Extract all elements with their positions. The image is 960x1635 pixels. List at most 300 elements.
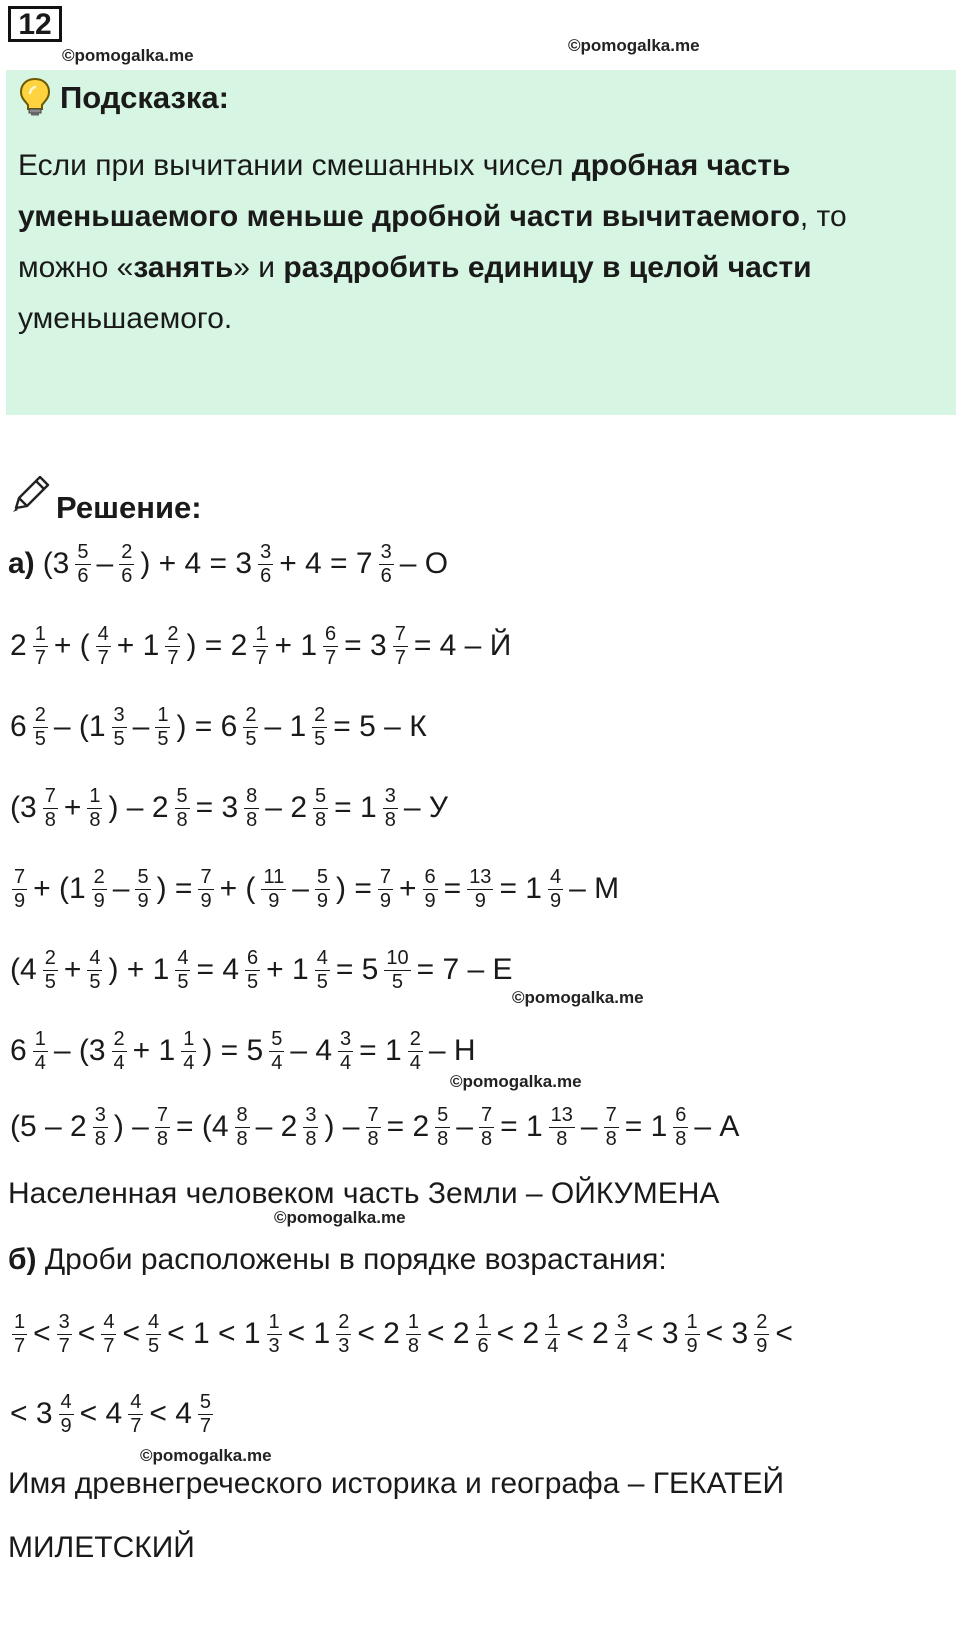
expr-text: (5 – 2: [10, 1110, 87, 1143]
fraction-denominator: 8: [89, 808, 101, 831]
fraction: [545, 1311, 560, 1358]
fraction-numerator: 2: [409, 1027, 421, 1050]
expr-text: – 4: [290, 1034, 333, 1067]
fraction-denominator: 7: [14, 1334, 26, 1357]
fraction-denominator: 7: [199, 1414, 212, 1437]
fraction: [258, 541, 273, 588]
fraction-numerator: 8: [246, 784, 258, 807]
fraction-denominator: 3: [268, 1334, 280, 1357]
fraction: [59, 1391, 74, 1438]
fraction-numerator: 4: [316, 946, 328, 969]
fraction: [243, 704, 258, 751]
fraction: [92, 866, 107, 913]
fraction-denominator: 4: [409, 1051, 421, 1074]
fraction-numerator: 5: [315, 784, 327, 807]
fraction-denominator: 5: [147, 1334, 160, 1357]
fraction-denominator: 6: [121, 564, 133, 587]
pencil-icon: [10, 474, 52, 519]
fraction: [96, 623, 111, 670]
fraction-denominator: 8: [44, 808, 56, 831]
fraction-denominator: 6: [77, 564, 89, 587]
fraction-denominator: 4: [113, 1051, 125, 1074]
fraction: [315, 866, 330, 913]
fraction-numerator: 6: [424, 865, 436, 888]
fraction-numerator: 5: [137, 865, 149, 888]
expr-text: < 3: [705, 1317, 749, 1350]
fraction-denominator: 8: [156, 1127, 168, 1150]
expr-text: + (: [53, 629, 90, 662]
expr-text: < 2: [426, 1317, 470, 1350]
expr-text: = 1: [334, 791, 377, 824]
fraction: [366, 1104, 381, 1151]
watermark: ©pomogalka.me: [274, 1208, 406, 1227]
fraction-numerator: 6: [247, 946, 259, 969]
fraction: [119, 541, 134, 588]
expr-text: + (1: [33, 872, 86, 905]
fraction-numerator: 10: [386, 946, 409, 969]
fraction-denominator: 5: [44, 970, 56, 993]
fraction-numerator: 4: [89, 946, 101, 969]
fraction-denominator: 9: [686, 1334, 698, 1357]
fraction-denominator: 4: [616, 1334, 628, 1357]
expr-text: <: [775, 1317, 793, 1350]
fraction: [315, 947, 330, 994]
task-number: 12: [8, 6, 62, 42]
fraction-numerator: 2: [338, 1310, 350, 1333]
fraction-denominator: 5: [177, 970, 189, 993]
order-line: [8, 1384, 217, 1444]
fraction: [112, 704, 127, 751]
fraction: [93, 1104, 108, 1151]
fraction: [165, 623, 180, 670]
fraction-numerator: 4: [97, 622, 109, 645]
solution-line: [8, 859, 621, 919]
fraction-denominator: 4: [271, 1051, 283, 1074]
expr-text: = 3: [344, 629, 387, 662]
fraction: [313, 785, 328, 832]
fraction: [435, 1104, 450, 1151]
fraction-denominator: 9: [756, 1334, 768, 1357]
fraction: [383, 785, 398, 832]
fraction-denominator: 5: [157, 727, 169, 750]
expr-text: < 4: [79, 1397, 123, 1430]
fraction-denominator: 7: [97, 646, 109, 669]
expr-text: = 1: [624, 1110, 668, 1143]
expr-text: < 3: [636, 1317, 679, 1350]
fraction-numerator: 1: [686, 1310, 698, 1333]
expr-text: < 1: [287, 1317, 331, 1350]
fraction: [155, 704, 170, 751]
fraction-numerator: 3: [94, 1103, 106, 1126]
fraction-numerator: 2: [314, 703, 326, 726]
fraction-denominator: 8: [305, 1127, 317, 1150]
fraction-numerator: 4: [60, 1390, 72, 1413]
expr-text: + 1: [132, 1034, 176, 1067]
fraction: [235, 1104, 250, 1151]
fraction: [75, 541, 90, 588]
answer-a: Населенная человеком часть Земли – ОЙКУМЕНА: [8, 1177, 720, 1210]
fraction-numerator: 2: [167, 622, 179, 645]
fraction-denominator: 5: [247, 970, 259, 993]
expr-text: < 3: [10, 1397, 53, 1430]
lightbulb-icon: [18, 76, 52, 121]
fraction-denominator: 8: [236, 1127, 248, 1150]
fraction-numerator: 2: [34, 703, 46, 726]
fraction-numerator: 5: [77, 540, 89, 563]
expr-text: + 1: [266, 953, 309, 986]
fraction-numerator: 5: [316, 865, 329, 888]
expr-text: < 4: [149, 1397, 192, 1430]
fraction-denominator: 8: [176, 808, 188, 831]
fraction-numerator: 1: [34, 622, 46, 645]
fraction: [175, 947, 190, 994]
fraction-numerator: 4: [147, 1310, 160, 1333]
fraction: [423, 866, 438, 913]
fraction-numerator: 2: [756, 1310, 768, 1333]
fraction-numerator: 1: [268, 1310, 280, 1333]
fraction-numerator: 7: [367, 1103, 379, 1126]
fraction: [33, 623, 48, 670]
fraction-denominator: 5: [391, 970, 404, 993]
expr-text: < 2: [496, 1317, 540, 1350]
fraction-numerator: 2: [113, 1027, 125, 1050]
fraction-numerator: 1: [14, 1310, 26, 1333]
fraction-numerator: 1: [89, 784, 101, 807]
fraction-numerator: 8: [236, 1103, 248, 1126]
fraction-numerator: 1: [34, 1027, 46, 1050]
fraction-numerator: 13: [469, 865, 492, 888]
fraction-numerator: 1: [547, 1310, 559, 1333]
expr-text: ) + 4 = 3: [140, 547, 253, 580]
expr-text: = 3: [195, 791, 239, 824]
fraction-denominator: 8: [437, 1127, 449, 1150]
fraction-denominator: 9: [474, 889, 486, 912]
solution-line: [8, 616, 513, 676]
fraction-denominator: 7: [58, 1334, 70, 1357]
expr-text: + 1: [274, 629, 318, 662]
expr-text: = 4 – Й: [413, 629, 512, 662]
fraction-denominator: 7: [130, 1414, 142, 1437]
fraction-numerator: 7: [44, 784, 56, 807]
fraction-denominator: 6: [260, 564, 272, 587]
fraction-denominator: 5: [34, 727, 46, 750]
fraction-numerator: 2: [93, 865, 105, 888]
expr-text: ) = 6: [176, 710, 238, 743]
expr-text: +: [63, 791, 82, 824]
expr-text: –: [112, 872, 130, 905]
fraction-denominator: 5: [314, 727, 326, 750]
part-b-heading: б) Дроби расположены в порядке возрастания:: [8, 1243, 667, 1276]
fraction: [181, 1028, 196, 1075]
expr-text: + 1: [116, 629, 160, 662]
expr-text: – (1: [53, 710, 106, 743]
fraction-denominator: 8: [246, 808, 258, 831]
solution-line: [8, 940, 515, 1000]
fraction-denominator: 9: [93, 889, 105, 912]
fraction-denominator: 9: [379, 889, 391, 912]
fraction-numerator: 4: [549, 865, 562, 888]
fraction-denominator: 6: [380, 564, 392, 587]
fraction: [146, 1311, 161, 1358]
expr-text: <: [122, 1317, 140, 1350]
expr-text: <: [77, 1317, 96, 1350]
fraction-numerator: 5: [199, 1390, 212, 1413]
fraction: [261, 866, 286, 913]
expr-text: = 2: [386, 1110, 430, 1143]
fraction: [198, 866, 213, 913]
fraction: [57, 1311, 72, 1358]
fraction-denominator: 7: [103, 1334, 115, 1357]
expr-text: = 5 – К: [333, 710, 427, 743]
fraction: [101, 1311, 116, 1358]
fraction-numerator: 7: [379, 865, 391, 888]
fraction-numerator: 11: [263, 865, 285, 888]
expr-text: – М: [569, 872, 620, 905]
fraction: [384, 947, 410, 994]
fraction-denominator: 8: [384, 808, 396, 831]
expr-text: (3: [10, 791, 37, 824]
expr-text: – Н: [428, 1034, 476, 1067]
expr-text: < 2: [566, 1317, 609, 1350]
part-a-label: а): [8, 547, 35, 580]
fraction-numerator: 3: [113, 703, 125, 726]
expr-text: ) –: [113, 1110, 149, 1143]
expr-text: < 1 < 1: [167, 1317, 261, 1350]
fraction-numerator: 5: [437, 1103, 449, 1126]
fraction: [43, 785, 58, 832]
fraction: [336, 1311, 351, 1358]
fraction: [87, 947, 102, 994]
fraction-denominator: 9: [200, 889, 212, 912]
fraction: [323, 623, 338, 670]
watermark: ©pomogalka.me: [62, 46, 194, 65]
expr-text: –: [456, 1110, 473, 1143]
expr-text: = 5: [335, 953, 379, 986]
fraction-numerator: 2: [121, 540, 133, 563]
expr-text: ) – 2: [108, 791, 169, 824]
expr-text: ) –: [324, 1110, 360, 1143]
fraction: [135, 866, 150, 913]
fraction: [406, 1311, 421, 1358]
fraction-denominator: 9: [316, 889, 329, 912]
expr-text: ) =: [336, 872, 372, 905]
expr-text: –: [96, 547, 114, 580]
fraction-denominator: 5: [245, 727, 257, 750]
answer-b-line2: МИЛЕТСКИЙ: [8, 1531, 195, 1564]
fraction-denominator: 7: [167, 646, 179, 669]
fraction: [198, 1391, 213, 1438]
expr-text: – 1: [264, 710, 307, 743]
fraction: [549, 1104, 575, 1151]
hint-title: Подсказка:: [60, 80, 229, 115]
expr-text: +: [63, 953, 82, 986]
fraction-denominator: 8: [480, 1127, 493, 1150]
expr-text: = 1: [499, 872, 542, 905]
fraction: [467, 866, 493, 913]
expr-text: + 4 = 7: [279, 547, 373, 580]
fraction-numerator: 13: [550, 1103, 573, 1126]
fraction-numerator: 1: [183, 1027, 195, 1050]
fraction-denominator: 8: [367, 1127, 379, 1150]
fraction: [128, 1391, 143, 1438]
watermark: ©pomogalka.me: [140, 1446, 272, 1465]
fraction-denominator: 4: [340, 1051, 352, 1074]
expr-text: (3: [42, 547, 70, 580]
fraction-denominator: 4: [34, 1051, 46, 1074]
fraction-denominator: 9: [137, 889, 149, 912]
fraction-numerator: 3: [384, 784, 396, 807]
fraction-numerator: 3: [340, 1027, 352, 1050]
fraction-denominator: 9: [424, 889, 436, 912]
fraction: [548, 866, 563, 913]
expr-text: – А: [694, 1110, 740, 1143]
expr-text: + (: [219, 872, 256, 905]
fraction-numerator: 7: [156, 1103, 168, 1126]
fraction: [112, 1028, 127, 1075]
fraction-numerator: 7: [14, 865, 26, 888]
fraction-numerator: 4: [130, 1390, 142, 1413]
expr-text: = 4: [196, 953, 240, 986]
fraction-denominator: 3: [338, 1334, 350, 1357]
fraction: [754, 1311, 769, 1358]
fraction: [43, 947, 58, 994]
expr-text: = 7 – Е: [416, 953, 513, 986]
fraction: [408, 1028, 423, 1075]
fraction: [267, 1311, 282, 1358]
fraction: [244, 785, 259, 832]
fraction-numerator: 7: [394, 622, 406, 645]
fraction: [155, 1104, 170, 1151]
fraction: [33, 704, 48, 751]
expr-text: – 2: [255, 1110, 298, 1143]
fraction-denominator: 9: [549, 889, 562, 912]
fraction-denominator: 9: [268, 889, 280, 912]
solution-line: [8, 1097, 741, 1157]
fraction: [476, 1311, 491, 1358]
fraction: [338, 1028, 353, 1075]
answer-b-line1: Имя древнегреческого историка и географа – ГЕКАТЕЙ: [8, 1467, 785, 1500]
solution-line: [8, 534, 450, 594]
fraction-denominator: 8: [605, 1127, 617, 1150]
fraction: [245, 947, 260, 994]
fraction-numerator: 1: [407, 1310, 419, 1333]
expr-text: (4: [10, 953, 37, 986]
fraction: [33, 1028, 48, 1075]
expr-text: – (3: [53, 1034, 106, 1067]
expr-text: 6: [10, 1034, 27, 1067]
expr-text: = 1: [359, 1034, 402, 1067]
fraction-denominator: 5: [113, 727, 125, 750]
fraction-denominator: 4: [183, 1051, 195, 1074]
fraction: [303, 1104, 318, 1151]
fraction-denominator: 7: [325, 646, 337, 669]
solution-line: [8, 1021, 478, 1081]
watermark: ©pomogalka.me: [450, 1072, 582, 1091]
fraction-numerator: 3: [616, 1310, 628, 1333]
fraction: [12, 1311, 27, 1358]
order-line: [8, 1304, 795, 1364]
fraction: [379, 541, 394, 588]
expr-text: – У: [403, 791, 448, 824]
fraction-numerator: 2: [44, 946, 56, 969]
fraction-denominator: 7: [34, 646, 46, 669]
fraction: [479, 1104, 494, 1151]
expr-text: < 2: [357, 1317, 400, 1350]
fraction: [673, 1104, 688, 1151]
fraction-numerator: 3: [58, 1310, 70, 1333]
expr-text: ) + 1: [108, 953, 170, 986]
fraction-numerator: 2: [245, 703, 257, 726]
watermark: ©pomogalka.me: [568, 36, 700, 55]
expr-text: <: [33, 1317, 51, 1350]
expr-text: 2: [10, 629, 27, 662]
fraction: [253, 623, 268, 670]
solution-line: [8, 778, 450, 838]
expr-text: –: [292, 872, 309, 905]
fraction: [12, 866, 27, 913]
fraction: [378, 866, 393, 913]
expr-text: = (4: [175, 1110, 229, 1143]
fraction: [175, 785, 190, 832]
expr-text: –: [580, 1110, 598, 1143]
fraction-numerator: 7: [605, 1103, 617, 1126]
fraction-denominator: 5: [89, 970, 101, 993]
fraction-denominator: 4: [547, 1334, 559, 1357]
hint-text: Если при вычитании смешанных чисел дробная часть уменьшаемого меньше дробной части вычитаемого, то можно «занять» и раздробить единицу в целой части уменьшаемого.: [18, 149, 847, 335]
fraction-denominator: 8: [94, 1127, 106, 1150]
expr-text: = 1: [500, 1110, 543, 1143]
fraction-denominator: 8: [407, 1334, 419, 1357]
fraction-denominator: 7: [255, 646, 267, 669]
expr-text: 6: [10, 710, 27, 743]
expr-text: ) = 2: [186, 629, 248, 662]
solution-title: Решение:: [56, 490, 202, 525]
expr-text: ) =: [156, 872, 193, 905]
fraction-numerator: 7: [200, 865, 212, 888]
fraction: [269, 1028, 284, 1075]
expr-text: =: [443, 872, 462, 905]
expr-text: – 2: [265, 791, 308, 824]
fraction-denominator: 7: [394, 646, 406, 669]
fraction: [87, 785, 102, 832]
fraction: [685, 1311, 700, 1358]
expr-text: –: [132, 710, 150, 743]
expr-text: ) = 5: [202, 1034, 264, 1067]
solution-line: [8, 697, 429, 757]
fraction-numerator: 6: [325, 622, 337, 645]
fraction-denominator: 9: [60, 1414, 72, 1437]
fraction-numerator: 7: [480, 1103, 493, 1126]
fraction-numerator: 3: [380, 540, 392, 563]
fraction: [604, 1104, 619, 1151]
fraction: [615, 1311, 630, 1358]
fraction-numerator: 4: [177, 946, 189, 969]
fraction-denominator: 5: [316, 970, 328, 993]
fraction: [393, 623, 408, 670]
fraction-numerator: 1: [477, 1310, 489, 1333]
fraction: [312, 704, 327, 751]
fraction-denominator: 8: [556, 1127, 568, 1150]
fraction-numerator: 5: [176, 784, 188, 807]
expr-text: – О: [399, 547, 449, 580]
fraction-denominator: 9: [14, 889, 26, 912]
fraction-denominator: 8: [675, 1127, 687, 1150]
fraction-numerator: 4: [103, 1310, 115, 1333]
fraction-numerator: 1: [255, 622, 267, 645]
fraction-denominator: 6: [477, 1334, 489, 1357]
expr-text: +: [399, 872, 417, 905]
fraction-numerator: 3: [305, 1103, 317, 1126]
